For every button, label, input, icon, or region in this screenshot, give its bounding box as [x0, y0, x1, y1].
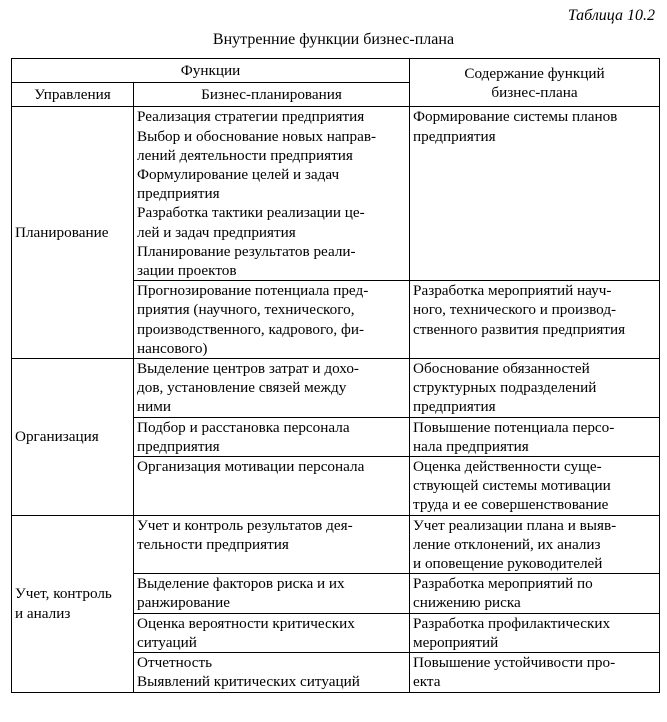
business-planning-line: Организация мотивации персонала [137, 458, 365, 476]
function-content-cell [410, 574, 660, 613]
business-planning-line: предприятия [137, 185, 220, 203]
function-content-line: предприятия [413, 398, 496, 416]
business-planning-line: Разработка тактики реализации це- [137, 204, 365, 222]
function-content-cell [410, 359, 660, 418]
header-content [410, 59, 660, 107]
management-function-label: Организация [15, 428, 99, 446]
function-content-line: ствующей системы мотивации [413, 477, 611, 495]
management-function-cell [12, 107, 134, 359]
business-planning-line: Планирование результатов реали- [137, 242, 356, 260]
header-content-line: Содержание функций [464, 64, 605, 82]
function-content-cell [410, 107, 660, 281]
management-function-line: и анализ [15, 604, 71, 622]
function-content-line: ление отклонений, их анализ [413, 535, 601, 553]
business-planning-line: Выделение факторов риска и их [137, 575, 345, 593]
business-planning-line: Оценка вероятности критических [137, 614, 355, 632]
business-planning-cell [134, 613, 410, 652]
function-content-line: Разработка мероприятий науч- [413, 282, 612, 300]
business-planning-line: ранжирование [137, 594, 230, 612]
function-content-line: Оценка действенности суще- [413, 458, 602, 476]
business-planning-line: ситуаций [137, 633, 197, 651]
function-content-line: ственного развития предприятия [413, 320, 626, 338]
business-planning-line: ними [137, 398, 171, 416]
function-content-line: Обоснование обязанностей [413, 360, 590, 378]
table-row [12, 515, 660, 574]
business-planning-line: Подбор и расстановка персонала [137, 418, 350, 436]
business-planning-cell [134, 653, 410, 692]
business-planning-line: дов, установление связей между [137, 379, 347, 397]
business-planning-line: тельности предприятия [137, 535, 289, 553]
function-content-line: и оповещение руководителей [413, 555, 603, 573]
business-planning-line: производственного, кадрового, фи- [137, 320, 365, 338]
management-function-line: Учет, контроль [15, 585, 112, 603]
function-content-line: структурных подразделений [413, 379, 597, 397]
function-content-line: Повышение потенциала персо- [413, 418, 615, 436]
business-planning-cell [134, 574, 410, 613]
function-content-line: Формирование системы планов [413, 108, 618, 126]
function-content-cell [410, 281, 660, 359]
business-planning-line: Учет и контроль результатов дея- [137, 516, 353, 534]
management-function-cell [12, 515, 134, 692]
business-planning-line: лей и задач предприятия [137, 223, 296, 241]
function-content-cell [410, 515, 660, 574]
function-content-line: екта [413, 673, 441, 691]
header-management: Управления [12, 83, 134, 107]
business-planning-line: Выделение центров затрат и дохо- [137, 360, 359, 378]
function-content-line: Повышение устойчивости про- [413, 654, 616, 672]
business-planning-cell [134, 107, 410, 281]
function-content-line: труда и ее совершенствование [413, 496, 609, 514]
business-planning-line: предприятия [137, 437, 220, 455]
business-planning-line: Формулирование целей и задач [137, 166, 340, 184]
function-content-cell [410, 457, 660, 516]
business-planning-cell [134, 281, 410, 359]
business-planning-line: приятия (научного, технического, [137, 301, 355, 319]
header-row-1 [12, 59, 660, 83]
header-business-planning: Бизнес-планирования [134, 83, 410, 107]
function-content-line: Разработка мероприятий по [413, 575, 593, 593]
business-planning-line: Выбор и обоснование новых направ- [137, 127, 377, 145]
header-functions: Функции [12, 59, 410, 83]
header-content-line: бизнес-плана [491, 83, 578, 101]
business-planning-line: Прогнозирование потенциала пред- [137, 282, 369, 300]
function-content-line: ного, технического и производ- [413, 301, 617, 319]
management-function-cell [12, 359, 134, 516]
business-planning-cell [134, 359, 410, 418]
function-content-line: нала предприятия [413, 437, 529, 455]
function-content-line: мероприятий [413, 633, 499, 651]
function-content-line: предприятия [413, 127, 496, 145]
function-content-cell [410, 417, 660, 456]
business-planning-line: нансового) [137, 339, 208, 357]
table-row [12, 107, 660, 281]
table-row [12, 359, 660, 418]
table-body [12, 107, 660, 692]
function-content-line: Разработка профилактических [413, 614, 611, 632]
business-planning-line: лений деятельности предприятия [137, 146, 353, 164]
business-planning-line: зации проектов [137, 262, 237, 280]
table-title: Внутренние функции бизнес-плана [212, 31, 455, 48]
business-planning-cell [134, 417, 410, 456]
business-plan-functions-table [11, 58, 660, 693]
business-planning-line: Отчетность [137, 654, 213, 672]
function-content-line: Учет реализации плана и выяв- [413, 516, 617, 534]
table-number-label: Таблица 10.2 [567, 7, 655, 24]
function-content-line: снижению риска [413, 594, 521, 612]
business-planning-cell [134, 457, 410, 516]
business-planning-line: Реализация стратегии предприятия [137, 108, 365, 126]
business-planning-cell [134, 515, 410, 574]
business-planning-line: Выявлений критических ситуаций [137, 673, 360, 691]
function-content-cell [410, 613, 660, 652]
function-content-cell [410, 653, 660, 692]
management-function-label: Планирование [15, 224, 109, 242]
